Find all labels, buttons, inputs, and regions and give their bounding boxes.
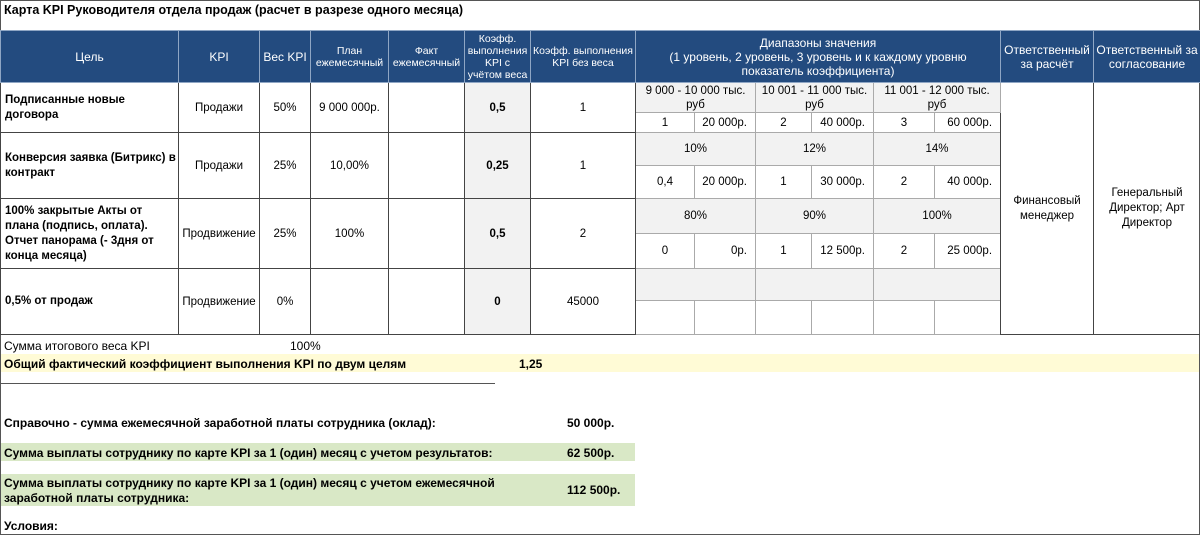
header-kpi: KPI [179, 31, 260, 83]
range-amount-cell [935, 301, 1001, 335]
salary-label: Справочно - сумма ежемесячной заработной платы сотрудника (оклад): [4, 416, 436, 430]
header-coef-unweighted: Коэфф. выполнения KPI без веса [531, 31, 636, 83]
weight-cell: 25% [260, 133, 311, 199]
payout-label: Сумма выплаты сотруднику по карте KPI за 1 (один) месяц с учетом результатов: [4, 446, 493, 460]
header-plan: План ежемесячный [311, 31, 389, 83]
weight-cell: 0% [260, 269, 311, 335]
header-coef-weighted: Коэфф. выполнения KPI с учётом веса [465, 31, 531, 83]
range-amount-cell: 0р. [695, 234, 756, 269]
total-value: 112 500р. [567, 483, 621, 497]
weight-cell: 25% [260, 199, 311, 269]
range-amount-cell [812, 301, 874, 335]
range-label-cell: 80% [636, 199, 756, 234]
range-coef-cell [756, 301, 812, 335]
range-label-cell [636, 269, 756, 301]
range-coef-cell [874, 301, 935, 335]
fact-cell[interactable] [389, 199, 465, 269]
coef-unweighted-cell: 1 [531, 133, 636, 199]
header-fact: Факт ежемесячный [389, 31, 465, 83]
header-weight: Вес KPI [260, 31, 311, 83]
header-row [1, 31, 1200, 83]
range-amount-cell: 20 000р. [695, 166, 756, 199]
range-amount-cell: 40 000р. [935, 166, 1001, 199]
weight-cell: 50% [260, 83, 311, 133]
divider [0, 383, 495, 384]
range-coef-cell: 2 [874, 166, 935, 199]
kpi-cell: Продажи [179, 133, 260, 199]
salary-value: 50 000р. [567, 416, 615, 430]
goal-cell: 100% закрытые Акты от плана (подпись, оплата). Отчет панорама (- 3дня от конца месяца) [1, 199, 179, 269]
weight-total-label: Сумма итогового веса KPI [4, 339, 150, 353]
range-coef-cell: 3 [874, 113, 935, 133]
range-label-cell: 10 001 - 11 000 тыс. руб [756, 83, 874, 113]
header-resp-approve: Ответственный за согласование [1094, 31, 1200, 83]
plan-cell: 9 000 000р. [311, 83, 389, 133]
fact-cell[interactable] [389, 83, 465, 133]
range-amount-cell: 60 000р. [935, 113, 1001, 133]
kpi-cell: Продажи [179, 83, 260, 133]
range-label-cell: 90% [756, 199, 874, 234]
range-coef-cell: 1 [756, 234, 812, 269]
range-label-cell: 11 001 - 12 000 тыс. руб [874, 83, 1001, 113]
range-label-cell: 100% [874, 199, 1001, 234]
goal-cell: Подписанные новые договора [1, 83, 179, 133]
coef-unweighted-cell: 45000 [531, 269, 636, 335]
coef-unweighted-cell: 2 [531, 199, 636, 269]
header-resp-calc: Ответственный за расчёт [1001, 31, 1094, 83]
range-coef-cell: 0,4 [636, 166, 695, 199]
header-ranges [636, 31, 1001, 83]
range-amount-cell [695, 301, 756, 335]
range-label-cell [756, 269, 874, 301]
range-label-cell: 10% [636, 133, 756, 166]
header-ranges-desc: (1 уровень, 2 уровень, 3 уровень и к каждому уровню показатель коэффициента) [669, 49, 967, 78]
coef-weighted-cell: 0 [465, 269, 531, 335]
plan-cell: 100% [311, 199, 389, 269]
coef-weighted-cell: 0,25 [465, 133, 531, 199]
goal-cell: 0,5% от продаж [1, 269, 179, 335]
range-label-cell: 14% [874, 133, 1001, 166]
plan-cell: 10,00% [311, 133, 389, 199]
coef-weighted-cell: 0,5 [465, 83, 531, 133]
range-label-cell: 12% [756, 133, 874, 166]
kpi-cell: Продвижение [179, 269, 260, 335]
fact-cell[interactable] [389, 133, 465, 199]
overall-coef-label: Общий фактический коэффициент выполнения KPI по двум целям [4, 357, 407, 371]
range-coef-cell: 1 [756, 166, 812, 199]
range-amount-cell: 20 000р. [695, 113, 756, 133]
table-row [1, 83, 1200, 113]
header-goal: Цель [1, 31, 179, 83]
range-coef-cell: 2 [756, 113, 812, 133]
range-amount-cell: 12 500р. [812, 234, 874, 269]
coef-weighted-cell: 0,5 [465, 199, 531, 269]
goal-cell: Конверсия заявка (Битрикс) в контракт [1, 133, 179, 199]
overall-coef-value: 1,25 [519, 357, 543, 371]
range-label-cell [874, 269, 1001, 301]
range-amount-cell: 25 000р. [935, 234, 1001, 269]
resp-calc-cell: Финансовый менеджер [1001, 83, 1094, 335]
header-ranges-title: Диапазоны значения [759, 35, 877, 50]
range-amount-cell: 40 000р. [812, 113, 874, 133]
range-coef-cell: 2 [874, 234, 935, 269]
range-label-cell: 9 000 - 10 000 тыс. руб [636, 83, 756, 113]
range-amount-cell: 30 000р. [812, 166, 874, 199]
coef-unweighted-cell: 1 [531, 83, 636, 133]
resp-approve-cell: Генеральный Директор; Арт Директор [1094, 83, 1200, 335]
kpi-table [0, 30, 1200, 335]
weight-total-value: 100% [290, 339, 321, 353]
total-label: Сумма выплаты сотруднику по карте KPI за 1 (один) месяц с учетом ежемесячной заработной платы сотрудника: [4, 476, 495, 505]
kpi-cell: Продвижение [179, 199, 260, 269]
payout-value: 62 500р. [567, 446, 615, 460]
range-coef-cell [636, 301, 695, 335]
fact-cell[interactable] [389, 269, 465, 335]
range-coef-cell: 1 [636, 113, 695, 133]
sheet-title: Карта KPI Руководителя отдела продаж (расчет в разрезе одного месяца) [4, 3, 464, 17]
range-coef-cell: 0 [636, 234, 695, 269]
conditions-label: Условия: [4, 519, 58, 533]
plan-cell [311, 269, 389, 335]
